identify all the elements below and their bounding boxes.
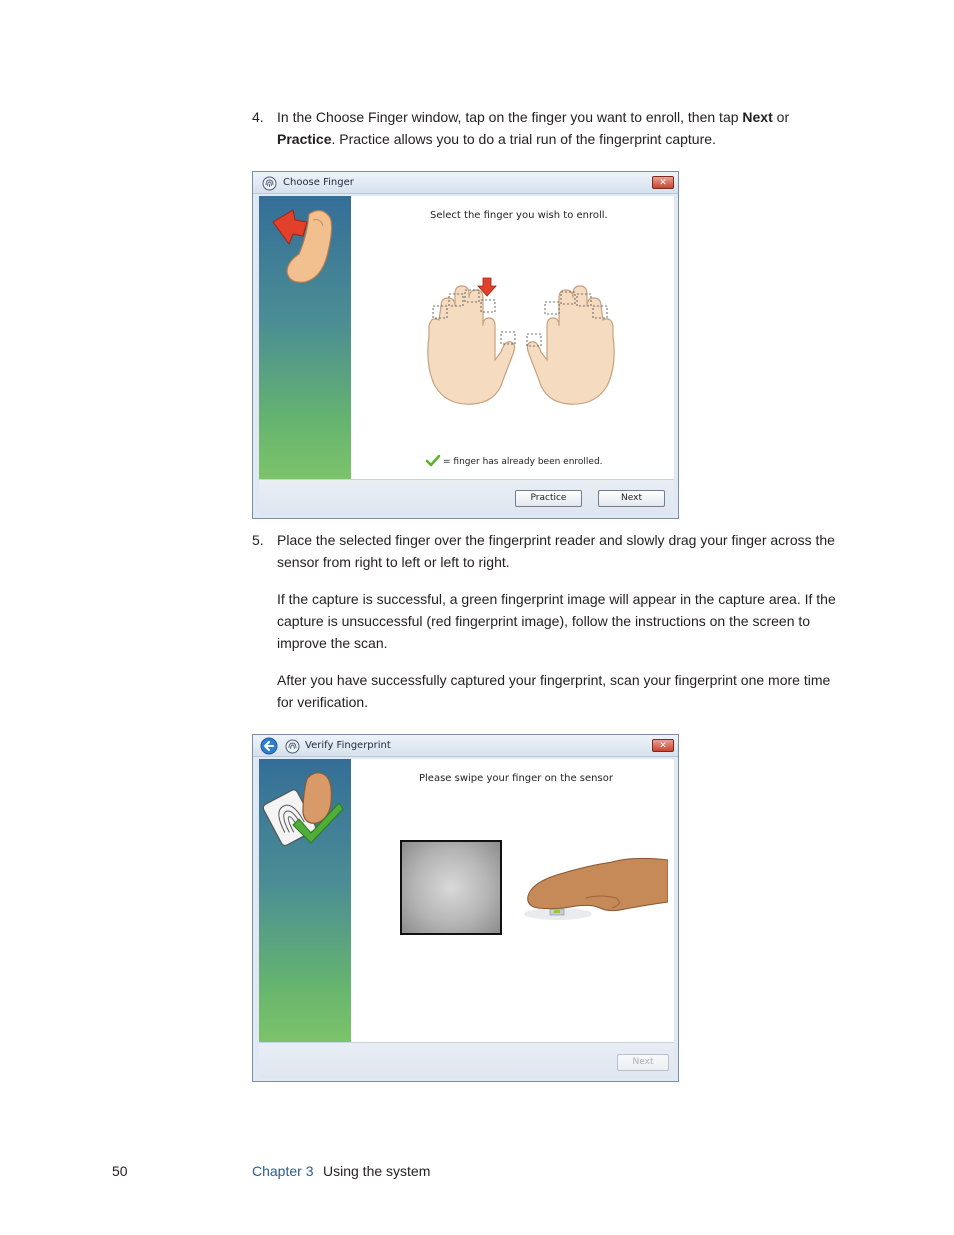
chapter-label: Chapter 3: [252, 1163, 314, 1179]
enrolled-legend: = finger has already been enrolled.: [443, 457, 603, 467]
back-arrow-icon[interactable]: [260, 737, 278, 755]
step-number: 5.: [252, 532, 264, 548]
right-hand[interactable]: [527, 286, 614, 404]
button-bar: [259, 1042, 674, 1078]
fingerprint-verified-icon: [259, 759, 351, 859]
instruction-text: Please swipe your finger on the sensor: [419, 773, 613, 784]
fingerprint-icon: [262, 176, 277, 191]
fingerprint-icon: [285, 739, 300, 754]
side-banner: [259, 196, 351, 479]
hands-illustration[interactable]: [421, 276, 621, 406]
verify-fingerprint-window: [252, 734, 679, 1082]
next-button[interactable]: Next: [598, 490, 665, 507]
capture-area: [400, 840, 502, 935]
next-term: Next: [742, 109, 773, 125]
checkmark-icon: [426, 455, 440, 467]
step-5-para-3: After you have successfully captured your fingerprint, scan your fingerprint one more time for verification.: [277, 672, 831, 710]
finger-box[interactable]: [545, 302, 559, 314]
title-bar: [253, 172, 678, 194]
content-area: [351, 759, 674, 1042]
next-button[interactable]: Next: [617, 1054, 669, 1071]
title-bar: [253, 735, 678, 757]
step-4-text: In the Choose Finger window, tap on the finger you want to enroll, then tap Next or Practice. Practice allows you to do a trial run of the fingerprint capture.: [277, 109, 790, 147]
side-banner: [259, 759, 351, 1042]
window-title: Choose Finger: [283, 177, 354, 188]
content-area: [351, 196, 674, 479]
hand-swipe-illustration: [516, 854, 668, 934]
practice-button[interactable]: Practice: [515, 490, 582, 507]
practice-term: Practice: [277, 131, 332, 147]
section-title: Using the system: [323, 1163, 431, 1179]
close-button[interactable]: ✕: [652, 176, 674, 189]
left-hand[interactable]: [428, 286, 515, 404]
step-5-para-1: Place the selected finger over the fingerprint reader and slowly drag your finger across the sensor from right to left or left to right.: [277, 532, 835, 570]
close-button[interactable]: ✕: [652, 739, 674, 752]
finger-arrow-icon: [259, 196, 351, 296]
window-title: Verify Fingerprint: [305, 740, 391, 751]
button-bar: [259, 479, 674, 515]
step-5-para-2: If the capture is successful, a green fingerprint image will appear in the capture area. If the capture is unsuccessful (red fingerprint image), follow the instructions on the screen to improve the scan.: [277, 591, 836, 651]
page-number: 50: [112, 1163, 128, 1179]
choose-finger-window: [252, 171, 679, 519]
instruction-text: Select the finger you wish to enroll.: [430, 210, 608, 221]
step-number: 4.: [252, 109, 264, 125]
